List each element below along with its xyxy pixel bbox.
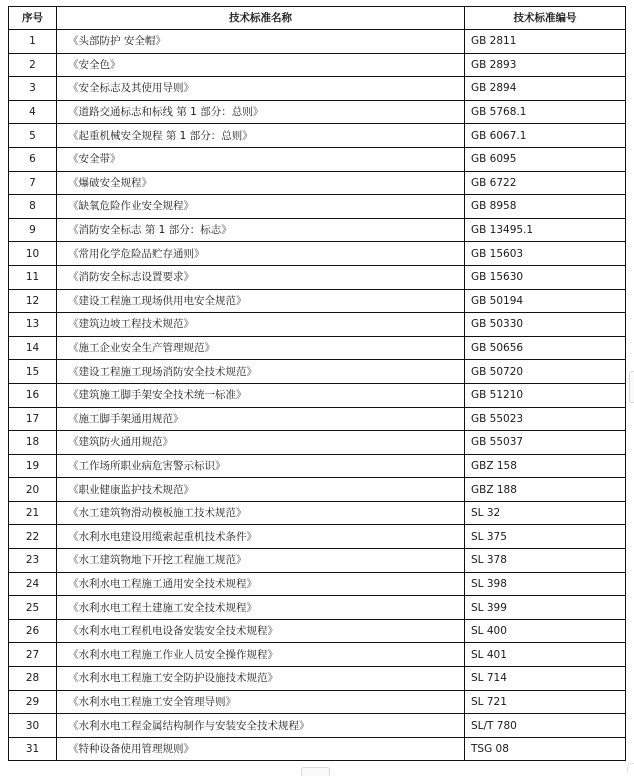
table-row bbox=[9, 147, 626, 171]
standard-name-cell: 《特种设备使用管理规则》 bbox=[57, 737, 465, 761]
serial-number-cell: 5 bbox=[9, 124, 57, 148]
standard-name-cell: 《水利水电工程施工安全防护设施技术规范》 bbox=[57, 667, 465, 691]
standard-code-cell: SL/T 780 bbox=[465, 714, 626, 738]
table-row bbox=[9, 195, 626, 219]
standard-name-cell: 《常用化学危险品贮存通则》 bbox=[57, 242, 465, 266]
serial-number-cell: 27 bbox=[9, 643, 57, 667]
standard-code-cell: GBZ 188 bbox=[465, 478, 626, 502]
table-header-row bbox=[9, 7, 626, 30]
standard-name-cell: 《建设工程施工现场消防安全技术规范》 bbox=[57, 360, 465, 384]
standard-name-cell: 《水工建筑物地下开挖工程施工规范》 bbox=[57, 549, 465, 573]
serial-number-cell: 23 bbox=[9, 549, 57, 573]
standard-name-cell: 《建设工程施工现场供用电安全规范》 bbox=[57, 289, 465, 313]
table-row bbox=[9, 478, 626, 502]
serial-number-cell: 4 bbox=[9, 100, 57, 124]
standard-name-cell: 《道路交通标志和标线 第 1 部分：总则》 bbox=[57, 100, 465, 124]
standard-name-cell: 《工作场所职业病危害警示标识》 bbox=[57, 454, 465, 478]
standard-code-cell: GB 50194 bbox=[465, 289, 626, 313]
standards-table bbox=[8, 6, 626, 761]
standard-name-cell: 《施工脚手架通用规范》 bbox=[57, 407, 465, 431]
table-row bbox=[9, 454, 626, 478]
standard-code-cell: GBZ 158 bbox=[465, 454, 626, 478]
serial-number-cell: 28 bbox=[9, 667, 57, 691]
table-row bbox=[9, 242, 626, 266]
serial-number-cell: 10 bbox=[9, 242, 57, 266]
standard-name-cell: 《头部防护 安全帽》 bbox=[57, 30, 465, 54]
header-serial-number: 序号 bbox=[9, 7, 57, 30]
serial-number-cell: 29 bbox=[9, 690, 57, 714]
serial-number-cell: 17 bbox=[9, 407, 57, 431]
serial-number-cell: 7 bbox=[9, 171, 57, 195]
serial-number-cell: 16 bbox=[9, 383, 57, 407]
serial-number-cell: 22 bbox=[9, 525, 57, 549]
serial-number-cell: 13 bbox=[9, 313, 57, 337]
table-row bbox=[9, 643, 626, 667]
table-row bbox=[9, 336, 626, 360]
serial-number-cell: 26 bbox=[9, 619, 57, 643]
standard-name-cell: 《水工建筑物滑动模板施工技术规范》 bbox=[57, 501, 465, 525]
table-row bbox=[9, 407, 626, 431]
standard-name-cell: 《建筑边坡工程技术规范》 bbox=[57, 313, 465, 337]
serial-number-cell: 20 bbox=[9, 478, 57, 502]
table-row bbox=[9, 124, 626, 148]
standard-code-cell: SL 378 bbox=[465, 549, 626, 573]
serial-number-cell: 30 bbox=[9, 714, 57, 738]
standard-code-cell: GB 2811 bbox=[465, 30, 626, 54]
table-row bbox=[9, 30, 626, 54]
standard-code-cell: SL 721 bbox=[465, 690, 626, 714]
table-row bbox=[9, 690, 626, 714]
standard-code-cell: SL 398 bbox=[465, 572, 626, 596]
serial-number-cell: 21 bbox=[9, 501, 57, 525]
standard-name-cell: 《水利水电工程金属结构制作与安装安全技术规程》 bbox=[57, 714, 465, 738]
table-row bbox=[9, 100, 626, 124]
standard-code-cell: GB 6722 bbox=[465, 171, 626, 195]
standard-code-cell: GB 6067.1 bbox=[465, 124, 626, 148]
serial-number-cell: 18 bbox=[9, 431, 57, 455]
standard-name-cell: 《水利水电工程土建施工安全技术规程》 bbox=[57, 596, 465, 620]
standard-name-cell: 《水利水电建设用缆索起重机技术条件》 bbox=[57, 525, 465, 549]
standard-code-cell: SL 401 bbox=[465, 643, 626, 667]
serial-number-cell: 6 bbox=[9, 147, 57, 171]
serial-number-cell: 31 bbox=[9, 737, 57, 761]
standard-code-cell: GB 50656 bbox=[465, 336, 626, 360]
header-standard-name: 技术标准名称 bbox=[57, 7, 465, 30]
table-row bbox=[9, 596, 626, 620]
serial-number-cell: 24 bbox=[9, 572, 57, 596]
table-row bbox=[9, 549, 626, 573]
table-row bbox=[9, 218, 626, 242]
standard-name-cell: 《水利水电工程施工通用安全技术规程》 bbox=[57, 572, 465, 596]
standard-name-cell: 《安全带》 bbox=[57, 147, 465, 171]
standard-code-cell: GB 13495.1 bbox=[465, 218, 626, 242]
serial-number-cell: 15 bbox=[9, 360, 57, 384]
standard-name-cell: 《建筑防火通用规范》 bbox=[57, 431, 465, 455]
standard-code-cell: GB 2893 bbox=[465, 53, 626, 77]
table-row bbox=[9, 525, 626, 549]
table-body bbox=[9, 30, 626, 761]
standard-code-cell: SL 714 bbox=[465, 667, 626, 691]
table-row bbox=[9, 572, 626, 596]
serial-number-cell: 25 bbox=[9, 596, 57, 620]
standard-code-cell: GB 51210 bbox=[465, 383, 626, 407]
standard-name-cell: 《安全色》 bbox=[57, 53, 465, 77]
table-row bbox=[9, 383, 626, 407]
side-scroll-handle[interactable] bbox=[629, 371, 634, 403]
standard-name-cell: 《缺氧危险作业安全规程》 bbox=[57, 195, 465, 219]
standard-code-cell: GB 50330 bbox=[465, 313, 626, 337]
table-row bbox=[9, 171, 626, 195]
standard-name-cell: 《施工企业安全生产管理规范》 bbox=[57, 336, 465, 360]
standard-code-cell: GB 15603 bbox=[465, 242, 626, 266]
standard-code-cell: GB 55023 bbox=[465, 407, 626, 431]
table-row bbox=[9, 431, 626, 455]
standard-code-cell: GB 2894 bbox=[465, 77, 626, 101]
standard-name-cell: 《消防安全标志设置要求》 bbox=[57, 265, 465, 289]
standard-name-cell: 《消防安全标志 第 1 部分：标志》 bbox=[57, 218, 465, 242]
serial-number-cell: 1 bbox=[9, 30, 57, 54]
standard-name-cell: 《起重机械安全规程 第 1 部分：总则》 bbox=[57, 124, 465, 148]
standard-name-cell: 《水利水电工程机电设备安装安全技术规程》 bbox=[57, 619, 465, 643]
standard-code-cell: GB 55037 bbox=[465, 431, 626, 455]
standard-code-cell: GB 50720 bbox=[465, 360, 626, 384]
serial-number-cell: 19 bbox=[9, 454, 57, 478]
standard-code-cell: GB 8958 bbox=[465, 195, 626, 219]
table-row bbox=[9, 313, 626, 337]
table-row bbox=[9, 360, 626, 384]
standard-code-cell: GB 15630 bbox=[465, 265, 626, 289]
table-row bbox=[9, 77, 626, 101]
table-row bbox=[9, 619, 626, 643]
table-row bbox=[9, 667, 626, 691]
table-row bbox=[9, 289, 626, 313]
standard-code-cell: SL 375 bbox=[465, 525, 626, 549]
serial-number-cell: 9 bbox=[9, 218, 57, 242]
serial-number-cell: 8 bbox=[9, 195, 57, 219]
table-row bbox=[9, 53, 626, 77]
header-standard-code: 技术标准编号 bbox=[465, 7, 626, 30]
table-row bbox=[9, 265, 626, 289]
serial-number-cell: 2 bbox=[9, 53, 57, 77]
standard-code-cell: TSG 08 bbox=[465, 737, 626, 761]
standard-code-cell: GB 6095 bbox=[465, 147, 626, 171]
serial-number-cell: 3 bbox=[9, 77, 57, 101]
standard-name-cell: 《建筑施工脚手架安全技术统一标准》 bbox=[57, 383, 465, 407]
standard-code-cell: SL 32 bbox=[465, 501, 626, 525]
serial-number-cell: 14 bbox=[9, 336, 57, 360]
standard-name-cell: 《爆破安全规程》 bbox=[57, 171, 465, 195]
table-row bbox=[9, 737, 626, 761]
table-row bbox=[9, 714, 626, 738]
table-row bbox=[9, 501, 626, 525]
standard-name-cell: 《水利水电工程施工作业人员安全操作规程》 bbox=[57, 643, 465, 667]
serial-number-cell: 11 bbox=[9, 265, 57, 289]
standard-name-cell: 《职业健康监护技术规范》 bbox=[57, 478, 465, 502]
standard-name-cell: 《安全标志及其使用导则》 bbox=[57, 77, 465, 101]
standard-code-cell: SL 399 bbox=[465, 596, 626, 620]
standard-name-cell: 《水利水电工程施工安全管理导则》 bbox=[57, 690, 465, 714]
standard-code-cell: SL 400 bbox=[465, 619, 626, 643]
serial-number-cell: 12 bbox=[9, 289, 57, 313]
standard-code-cell: GB 5768.1 bbox=[465, 100, 626, 124]
